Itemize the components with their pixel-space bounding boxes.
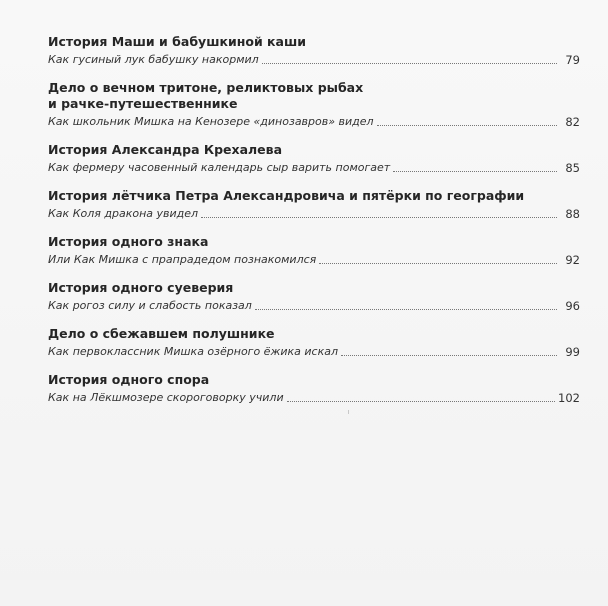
toc-entry-title: История одного спора	[48, 372, 210, 387]
dot-leader	[255, 308, 557, 310]
toc-entry-subrow	[48, 343, 580, 359]
toc-entry-subtitle: Как на Лёкшмозере скороговорку учили	[48, 391, 284, 404]
toc-entry-title: История Маши и бабушкиной каши	[48, 34, 307, 49]
toc-entry-title-continued: и рачке-путешественнике	[48, 96, 238, 111]
toc-entry	[48, 80, 580, 129]
toc-entry-subrow	[48, 51, 580, 67]
toc-entry	[48, 188, 580, 221]
toc-entry-page-number: 99	[565, 345, 580, 359]
toc-entry	[48, 142, 580, 175]
toc-entry-subrow	[48, 251, 580, 267]
toc-entry	[48, 326, 580, 359]
toc-entry-subtitle: Как фермеру часовенный календарь сыр варить помогает	[48, 161, 391, 174]
dot-leader	[393, 170, 557, 172]
toc-entry-title: Дело о вечном тритоне, реликтовых рыбах	[48, 80, 364, 95]
dot-leader	[319, 262, 557, 264]
toc-entry	[48, 34, 580, 67]
toc-entry-subtitle: Как гусиный лук бабушку накормил	[48, 53, 259, 66]
dot-leader	[262, 62, 557, 64]
toc-entry-title: История Александра Крехалева	[48, 142, 283, 157]
toc-entry-page-number: 82	[565, 115, 580, 129]
toc-entry-subtitle: Или Как Мишка с прапрадедом познакомился	[48, 253, 317, 266]
toc-entry-page-number: 102	[558, 391, 580, 405]
toc-entry	[48, 280, 580, 313]
toc-entry-page-number: 85	[565, 161, 580, 175]
table-of-contents	[48, 34, 580, 418]
toc-entry-subrow	[48, 205, 580, 221]
dot-leader	[377, 124, 557, 126]
dot-leader	[287, 400, 555, 402]
toc-entry-subrow	[48, 389, 580, 405]
dot-leader	[341, 354, 557, 356]
toc-entry-subrow	[48, 159, 580, 175]
toc-entry-title: Дело о сбежавшем полушнике	[48, 326, 275, 341]
dot-leader	[201, 216, 557, 218]
toc-entry	[48, 372, 580, 405]
toc-entry-subtitle: Как первоклассник Мишка озёрного ёжика искал	[48, 345, 339, 358]
toc-entry-subrow	[48, 297, 580, 313]
toc-entry	[48, 234, 580, 267]
toc-entry-page-number: 79	[565, 53, 580, 67]
toc-entry-title: История лётчика Петра Александровича и пятёрки по географии	[48, 188, 525, 203]
toc-entry-page-number: 92	[565, 253, 580, 267]
toc-entry-subrow	[48, 113, 580, 129]
paper-speck	[348, 410, 349, 414]
toc-entry-subtitle: Как Коля дракона увидел	[48, 207, 199, 220]
toc-entry-subtitle: Как рогоз силу и слабость показал	[48, 299, 252, 312]
toc-entry-subtitle: Как школьник Мишка на Кенозере «динозавров» видел	[48, 115, 374, 128]
toc-entry-title: История одного знака	[48, 234, 209, 249]
toc-entry-title: История одного суеверия	[48, 280, 234, 295]
toc-entry-page-number: 88	[565, 207, 580, 221]
toc-entry-page-number: 96	[565, 299, 580, 313]
